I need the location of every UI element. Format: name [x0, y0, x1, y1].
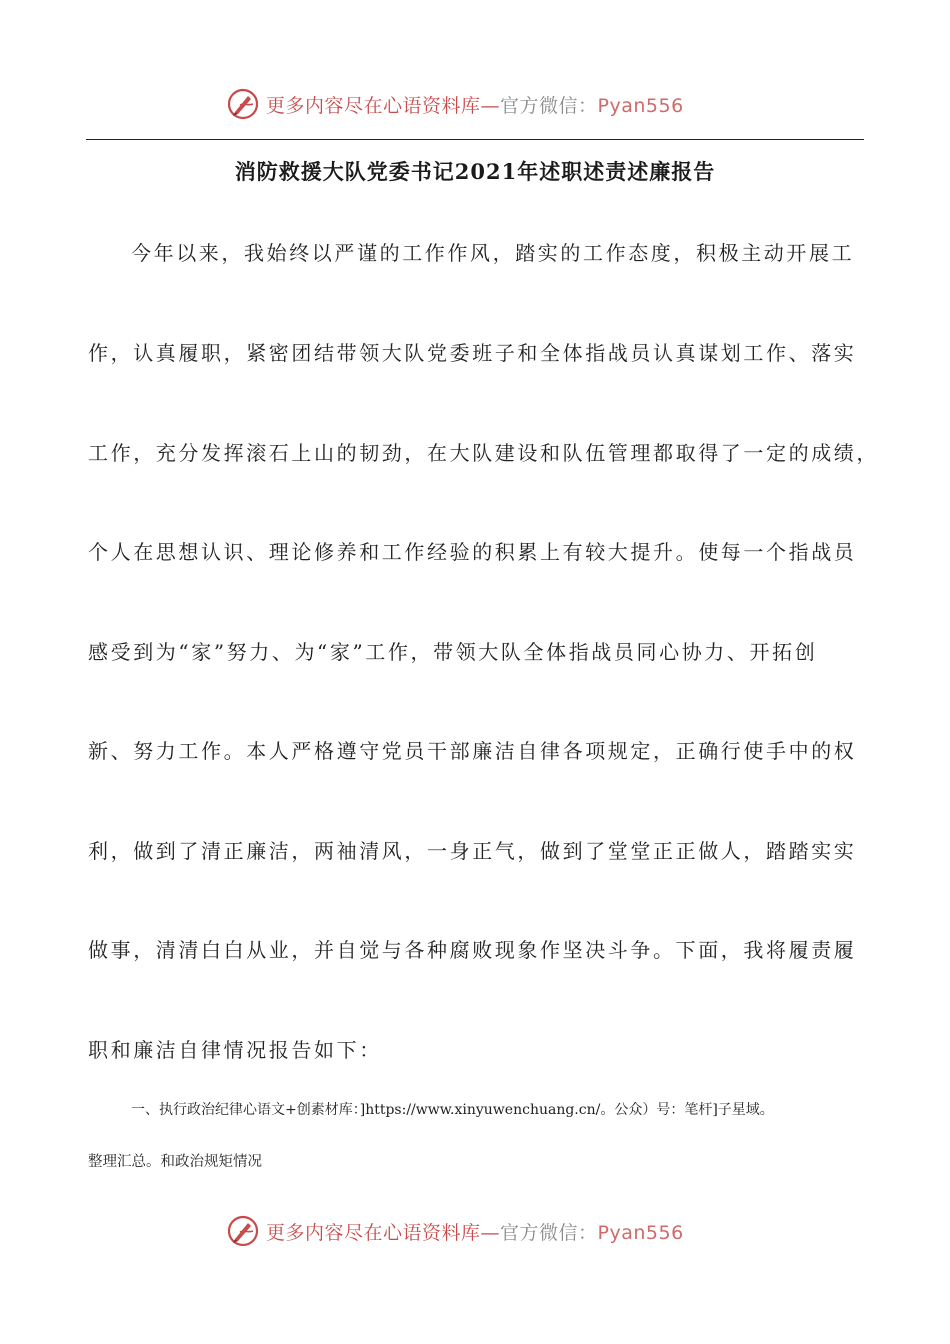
section-heading-line: 整理汇总。和政治规矩情况: [88, 1154, 262, 1170]
banner-wechat-id: Pyan556: [597, 1221, 684, 1244]
pen-logo-icon: [226, 87, 260, 121]
paragraph-line: 做事，清清白白从业，并自觉与各种腐败现象作坚决斗争。下面，我将履责履: [88, 938, 857, 962]
banner-wechat-label: 官方微信：: [500, 1221, 598, 1244]
paragraph-line: 利，做到了清正廉洁，两袖清风，一身正气，做到了堂堂正正做人，踏踏实实: [88, 839, 857, 863]
paragraph-line: 工作，充分发挥滚石上山的韧劲，在大队建设和队伍管理都取得了一定的成绩，: [88, 441, 879, 465]
banner-main-text: 更多内容尽在心语资料库: [266, 1221, 481, 1244]
paragraph-line: 感受到为“家”努力、为“家”工作，带领大队全体指战员同心协力、开拓创: [88, 640, 818, 664]
banner-main-text: 更多内容尽在心语资料库: [266, 94, 481, 117]
header-divider: [86, 139, 864, 140]
footer-banner: [226, 1211, 684, 1251]
section-heading-line: 一、执行政治纪律心语文+创素材库：]https://www.xinyuwenchuang.cn/。公众）号：笔杆]子星域。: [131, 1102, 774, 1118]
banner-dash: —: [480, 1221, 501, 1244]
pen-logo-icon: [226, 1214, 260, 1248]
paragraph-line: 个人在思想认识、理论修养和工作经验的积累上有较大提升。使每一个指战员: [88, 540, 857, 564]
paragraph-line: 作，认真履职，紧密团结带领大队党委班子和全体指战员认真谋划工作、落实: [88, 341, 857, 365]
paragraph-line: 今年以来，我始终以严谨的工作作风，踏实的工作态度，积极主动开展工: [131, 241, 855, 265]
paragraph-line: 新、努力工作。本人严格遵守党员干部廉洁自律各项规定，正确行使手中的权: [88, 739, 857, 763]
header-banner: [226, 84, 684, 124]
banner-wechat-id: Pyan556: [597, 94, 684, 117]
banner-text: [266, 91, 684, 118]
banner-wechat-label: 官方微信：: [500, 94, 598, 117]
banner-dash: —: [480, 94, 501, 117]
banner-text: [266, 1218, 684, 1245]
paragraph-line: 职和廉洁自律情况报告如下：: [88, 1038, 382, 1062]
document-title: 消防救援大队党委书记2021年述职述责述廉报告: [234, 159, 716, 184]
